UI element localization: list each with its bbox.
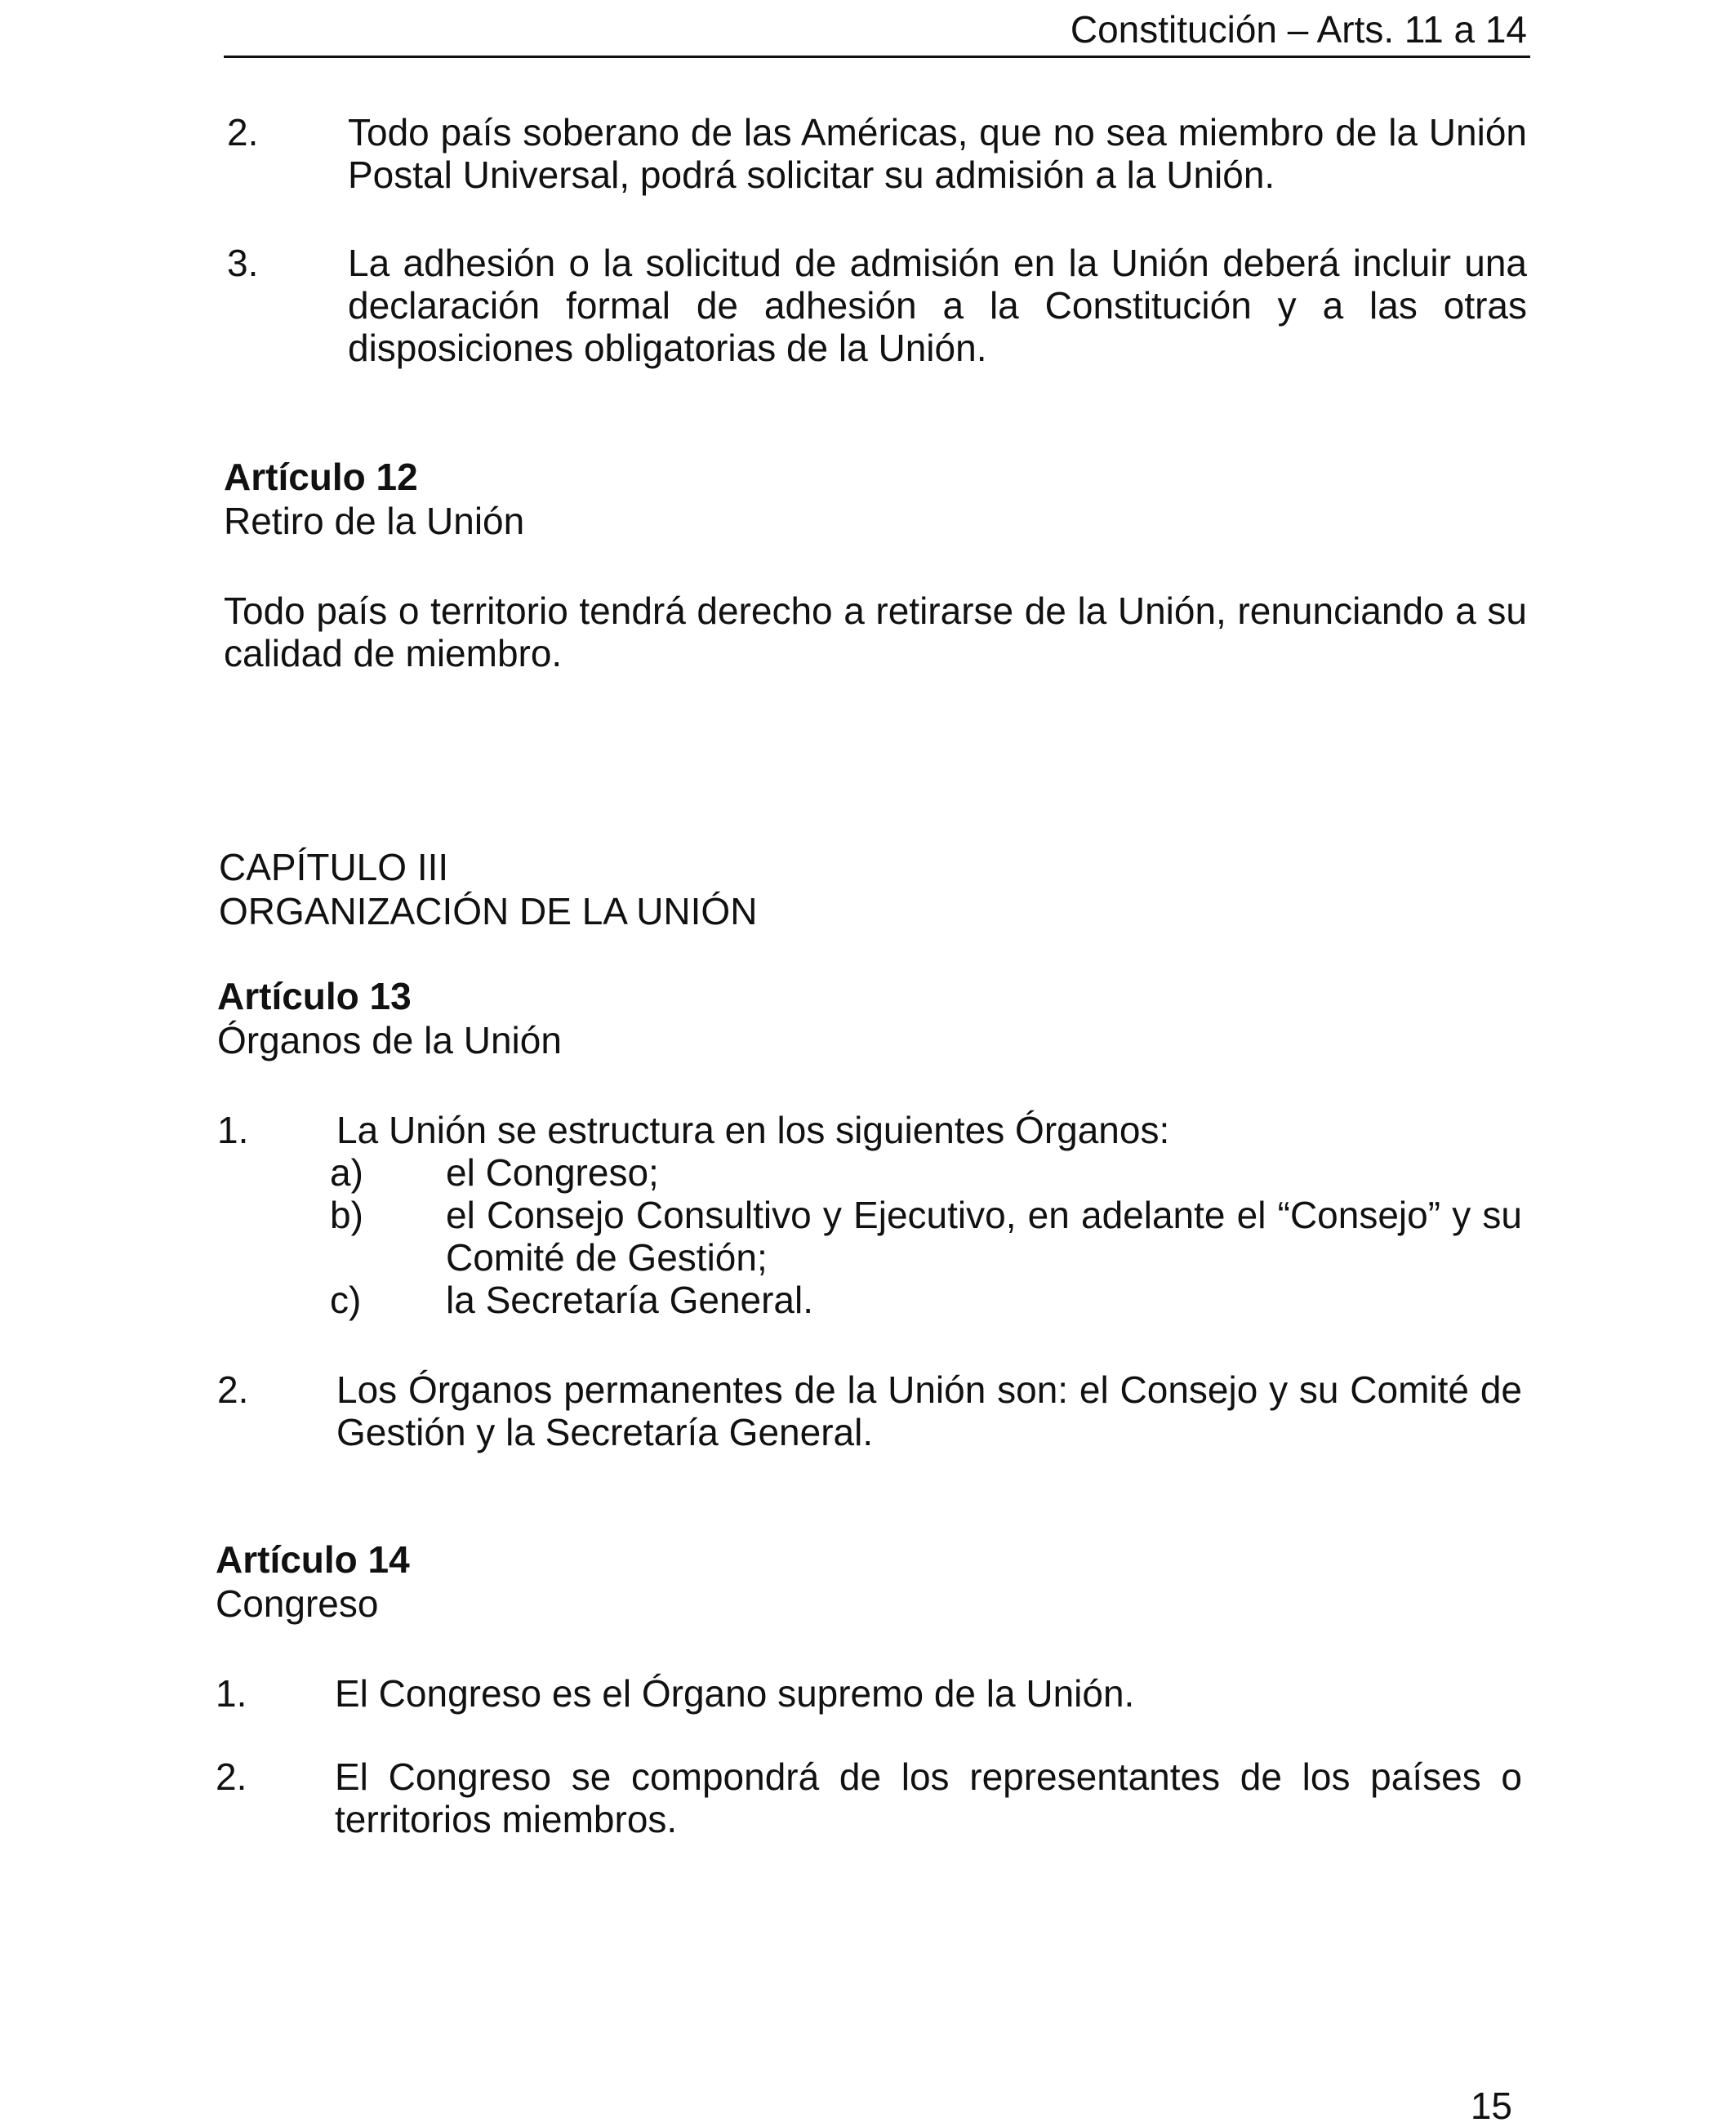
article-subheading: Retiro de la Unión (224, 500, 525, 542)
list-item: el Consejo Consultivo y Ejecutivo, en adelante el “Consejo” y su Comité de Gestión; (446, 1194, 1522, 1279)
chapter-title: ORGANIZACIÓN DE LA UNIÓN (219, 890, 758, 932)
article-heading: Artículo 13 (217, 975, 412, 1017)
item-number: 2. (216, 1755, 247, 1798)
paragraph: Los Órganos permanentes de la Unión son: el Consejo y su Comité de Gestión y la Secretaría General. (336, 1368, 1522, 1453)
paragraph: El Congreso es el Órgano supremo de la Unión. (335, 1672, 1135, 1715)
page-number: 15 (1470, 2085, 1512, 2127)
list-item: la Secretaría General. (446, 1279, 814, 1321)
article-subheading: Órganos de la Unión (217, 1019, 562, 1061)
paragraph: La Unión se estructura en los siguientes Órganos: (336, 1109, 1170, 1151)
running-header: Constitución – Arts. 11 a 14 (1070, 8, 1527, 51)
item-number: 3. (227, 242, 259, 284)
article-heading: Artículo 12 (224, 456, 418, 498)
article-subheading: Congreso (216, 1582, 379, 1625)
paragraph: Todo país soberano de las Américas, que no sea miembro de la Unión Postal Universal, podrá solicitar su admisión a la Unión. (348, 111, 1527, 196)
article-heading: Artículo 14 (216, 1538, 410, 1581)
paragraph: La adhesión o la solicitud de admisión en la Unión deberá incluir una declaración formal de adhesión a la Constitución y a las otras disposiciones obligatorias de la Unión. (348, 242, 1527, 369)
item-number: 2. (217, 1368, 249, 1411)
paragraph: Todo país o territorio tendrá derecho a retirarse de la Unión, renunciando a su calidad de miembro. (224, 590, 1527, 674)
list-item: el Congreso; (446, 1151, 659, 1194)
chapter-label: CAPÍTULO III (219, 846, 449, 888)
list-letter: b) (330, 1194, 363, 1236)
paragraph: El Congreso se compondrá de los representantes de los países o territorios miembros. (335, 1755, 1522, 1840)
header-rule (224, 56, 1530, 58)
item-number: 1. (216, 1672, 247, 1715)
list-letter: a) (330, 1151, 363, 1194)
item-number: 2. (227, 111, 259, 154)
item-number: 1. (217, 1109, 249, 1151)
list-letter: c) (330, 1279, 362, 1321)
